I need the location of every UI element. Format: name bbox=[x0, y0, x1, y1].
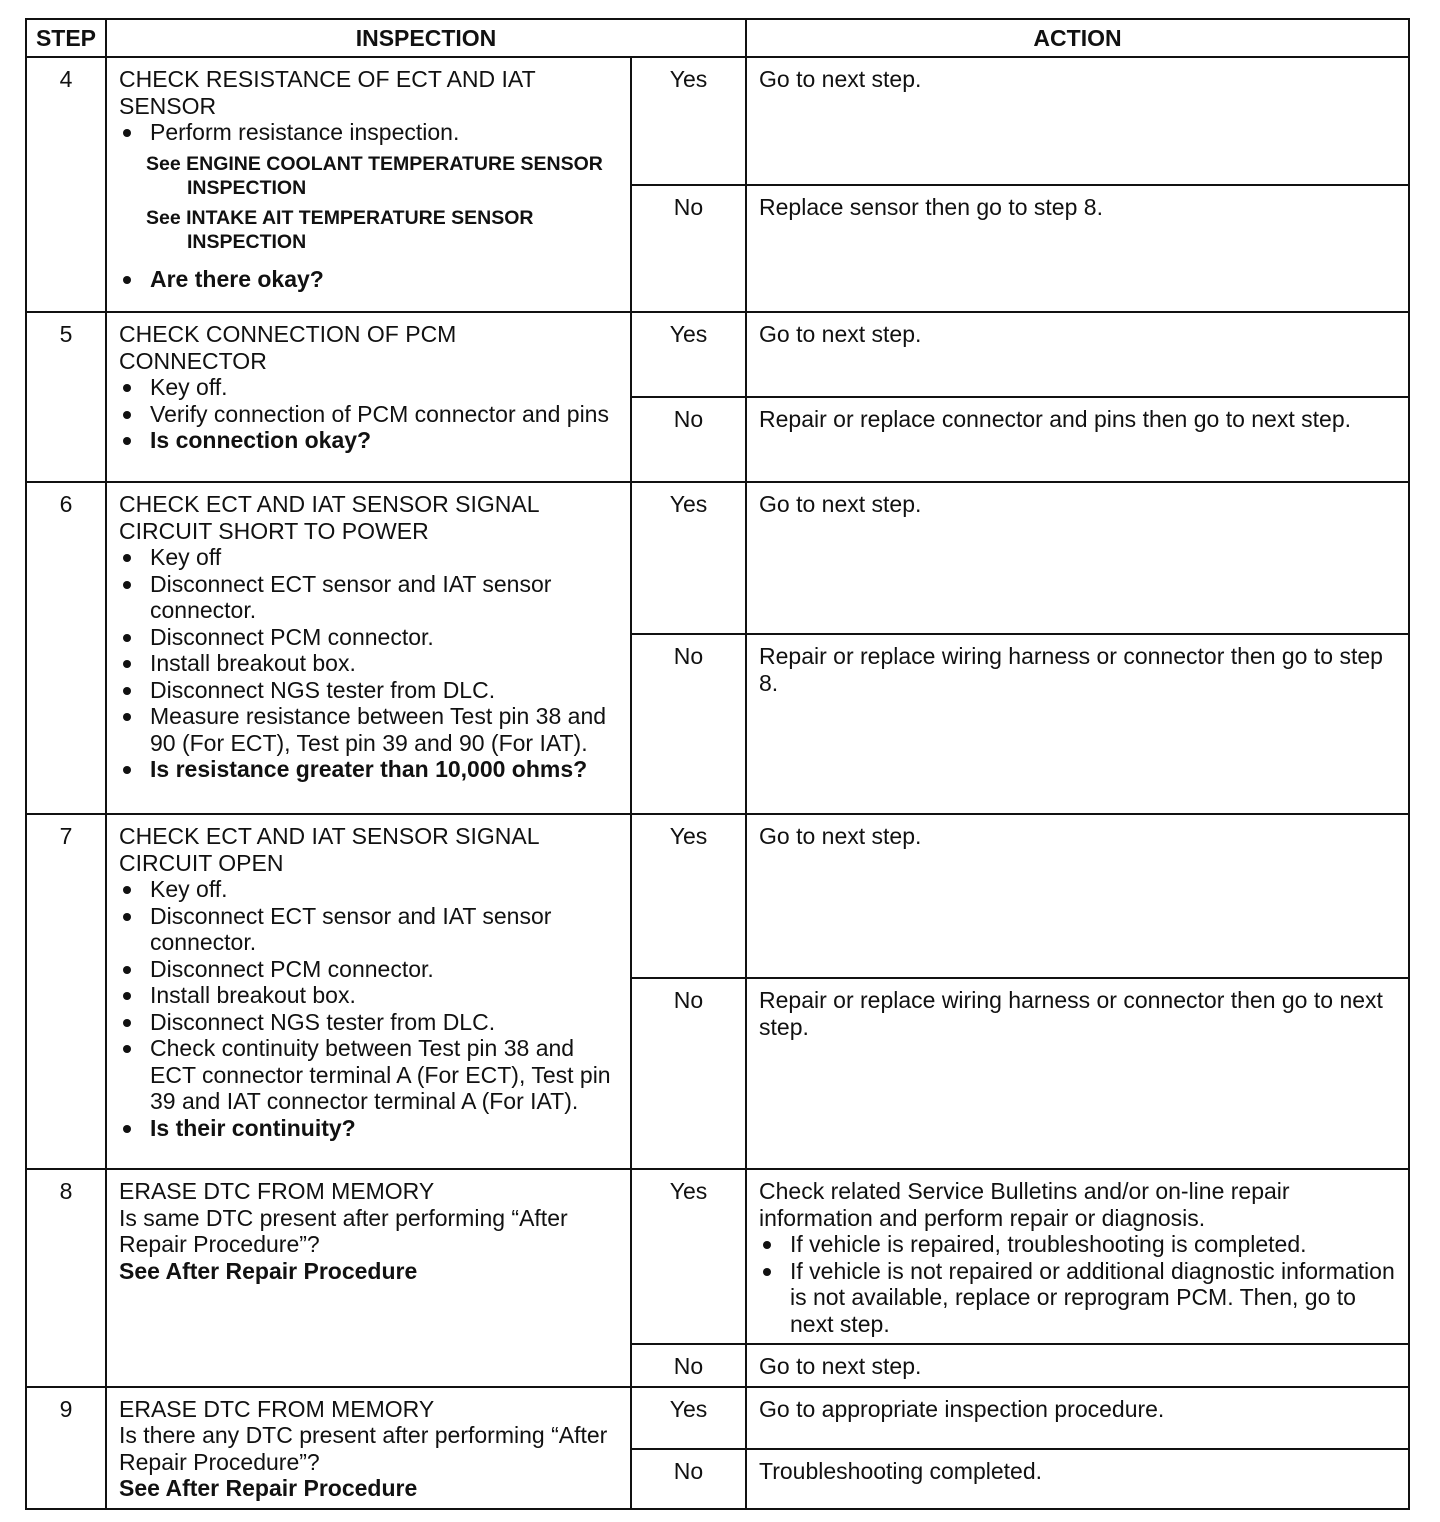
yes-label: Yes bbox=[631, 1387, 746, 1449]
yes-action: Go to next step. bbox=[746, 312, 1409, 397]
bullet-item: Disconnect ECT sensor and IAT sensor connector. bbox=[119, 903, 622, 956]
inspection-bullets bbox=[119, 119, 622, 146]
yes-label: Yes bbox=[631, 814, 746, 978]
no-action: Troubleshooting completed. bbox=[746, 1449, 1409, 1509]
no-label: No bbox=[631, 397, 746, 482]
inspection-cell bbox=[106, 1387, 631, 1509]
step-number: 4 bbox=[26, 57, 106, 312]
header-step: STEP bbox=[26, 19, 106, 57]
no-label: No bbox=[631, 634, 746, 814]
bullet-item: Disconnect PCM connector. bbox=[119, 624, 622, 651]
action-bullets bbox=[759, 1231, 1398, 1337]
inspection-cell bbox=[106, 814, 631, 1169]
inspection-title: SENSOR bbox=[119, 92, 217, 119]
see-reference: See After Repair Procedure bbox=[119, 1257, 418, 1284]
no-action: Go to next step. bbox=[746, 1344, 1409, 1387]
inspection-cell bbox=[106, 312, 631, 482]
yes-action: Go to next step. bbox=[746, 57, 1409, 185]
no-label: No bbox=[631, 185, 746, 312]
inspection-bullets bbox=[119, 544, 622, 783]
inspection-question-list bbox=[119, 266, 622, 293]
inspection-bullets bbox=[119, 374, 622, 454]
bullet-item: If vehicle is not repaired or additional diagnostic information is not available, replace or reprogram PCM. Then, go to next step. bbox=[759, 1258, 1398, 1338]
inspection-title: ERASE DTC FROM MEMORY bbox=[119, 1395, 435, 1422]
bullet-item: Disconnect NGS tester from DLC. bbox=[119, 677, 622, 704]
bullet-item: Install breakout box. bbox=[119, 650, 622, 677]
step-number: 8 bbox=[26, 1169, 106, 1387]
no-action: Replace sensor then go to step 8. bbox=[746, 185, 1409, 312]
step-7-yes-row bbox=[26, 814, 1409, 978]
header-inspection: INSPECTION bbox=[106, 19, 746, 57]
bullet-item: Perform resistance inspection. bbox=[119, 119, 622, 146]
step-8-yes-row bbox=[26, 1169, 1409, 1344]
inspection-text: Is there any DTC present after performing “After Repair Procedure”? bbox=[119, 1422, 608, 1475]
see-reference: See After Repair Procedure bbox=[119, 1475, 418, 1501]
bullet-item: Key off. bbox=[119, 876, 622, 903]
no-label: No bbox=[631, 1344, 746, 1387]
step-number: 9 bbox=[26, 1387, 106, 1509]
inspection-title: CHECK CONNECTION OF PCM bbox=[119, 321, 457, 347]
inspection-title: ERASE DTC FROM MEMORY bbox=[119, 1178, 435, 1204]
inspection-title: CHECK RESISTANCE OF ECT AND IAT bbox=[119, 66, 536, 92]
inspection-title: CHECK ECT AND IAT SENSOR SIGNAL bbox=[119, 823, 540, 849]
bullet-item: Install breakout box. bbox=[119, 982, 622, 1009]
inspection-cell bbox=[106, 482, 631, 814]
inspection-question: Are there okay? bbox=[119, 266, 622, 293]
see-reference: See INTAKE AIT TEMPERATURE SENSOR INSPECTION bbox=[146, 206, 534, 253]
header-action: ACTION bbox=[746, 19, 1409, 57]
bullet-item: Check continuity between Test pin 38 and ECT connector terminal A (For ECT), Test pin 39 and IAT connector terminal A (For IAT). bbox=[119, 1035, 622, 1115]
yes-label: Yes bbox=[631, 57, 746, 185]
inspection-title: CIRCUIT OPEN bbox=[119, 849, 284, 876]
header-row bbox=[26, 19, 1409, 57]
no-label: No bbox=[631, 978, 746, 1169]
yes-label: Yes bbox=[631, 482, 746, 634]
inspection-cell bbox=[106, 1169, 631, 1387]
inspection-question: Is their continuity? bbox=[119, 1115, 622, 1142]
yes-action: Go to appropriate inspection procedure. bbox=[746, 1387, 1409, 1449]
inspection-text: Is same DTC present after performing “After Repair Procedure”? bbox=[119, 1204, 568, 1257]
yes-action: Check related Service Bulletins and/or on-line repair information and perform repair or diagnosis. bbox=[759, 1178, 1290, 1231]
yes-action: Go to next step. bbox=[746, 482, 1409, 634]
inspection-cell bbox=[106, 57, 631, 312]
bullet-item: Key off bbox=[119, 544, 622, 571]
no-label: No bbox=[631, 1449, 746, 1509]
yes-label: Yes bbox=[631, 312, 746, 397]
yes-action-cell bbox=[746, 1169, 1409, 1344]
diagnostic-procedure-table bbox=[25, 18, 1410, 1510]
inspection-bullets bbox=[119, 876, 622, 1141]
bullet-item: Measure resistance between Test pin 38 and 90 (For ECT), Test pin 39 and 90 (For IAT). bbox=[119, 703, 622, 756]
step-9-yes-row bbox=[26, 1387, 1409, 1449]
see-reference: See ENGINE COOLANT TEMPERATURE SENSOR INSPECTION bbox=[146, 152, 603, 199]
no-action: Repair or replace connector and pins then go to next step. bbox=[746, 397, 1409, 482]
bullet-item: Verify connection of PCM connector and pins bbox=[119, 401, 622, 428]
step-number: 7 bbox=[26, 814, 106, 1169]
bullet-item: Disconnect ECT sensor and IAT sensor connector. bbox=[119, 571, 622, 624]
bullet-item: Disconnect PCM connector. bbox=[119, 956, 622, 983]
no-action: Repair or replace wiring harness or connector then go to step 8. bbox=[746, 634, 1409, 814]
bullet-item: If vehicle is repaired, troubleshooting is completed. bbox=[759, 1231, 1398, 1258]
inspection-title: CHECK ECT AND IAT SENSOR SIGNAL bbox=[119, 491, 540, 517]
yes-action: Go to next step. bbox=[746, 814, 1409, 978]
yes-label: Yes bbox=[631, 1169, 746, 1344]
no-action: Repair or replace wiring harness or connector then go to next step. bbox=[746, 978, 1409, 1169]
inspection-question: Is resistance greater than 10,000 ohms? bbox=[119, 756, 622, 783]
step-4-yes-row bbox=[26, 57, 1409, 185]
inspection-question: Is connection okay? bbox=[119, 427, 622, 454]
bullet-item: Key off. bbox=[119, 374, 622, 401]
step-5-yes-row bbox=[26, 312, 1409, 397]
bullet-item: Disconnect NGS tester from DLC. bbox=[119, 1009, 622, 1036]
inspection-title: CONNECTOR bbox=[119, 347, 267, 374]
step-6-yes-row bbox=[26, 482, 1409, 634]
step-number: 5 bbox=[26, 312, 106, 482]
inspection-title: CIRCUIT SHORT TO POWER bbox=[119, 517, 429, 544]
step-number: 6 bbox=[26, 482, 106, 814]
